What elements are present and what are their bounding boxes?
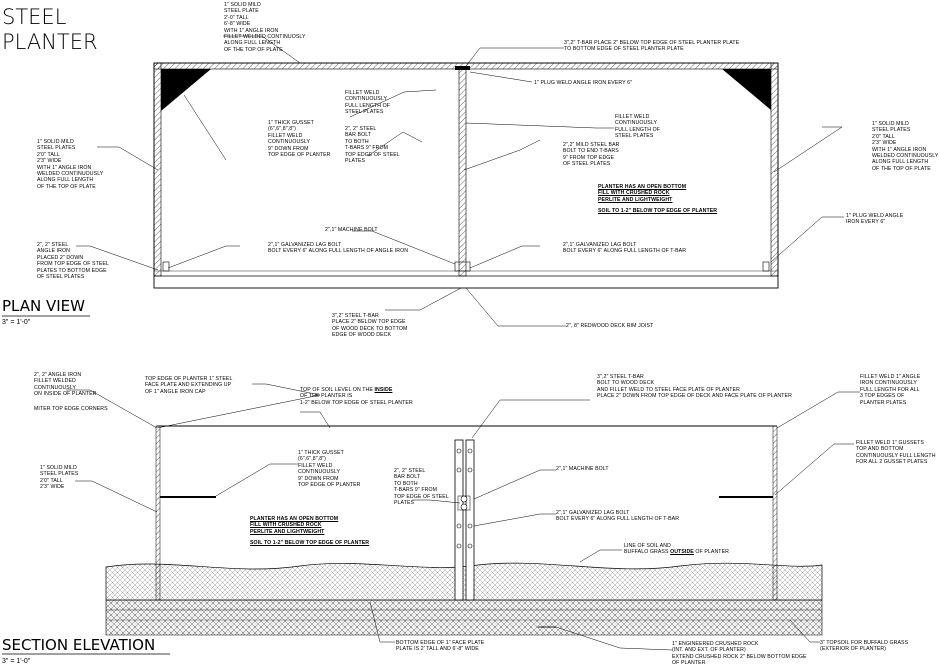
- section-note-soil-line-c: OF PLANTER: [693, 549, 729, 556]
- plan-note-open-bottom: PLANTER HAS AN OPEN BOTTOM FILL WITH CRUSHED ROCK PERLITE AND LIGHTWEIGHT: [598, 184, 687, 203]
- plan-note-bar-bolt: 2", 2" STEEL BAR BOLT TO BOTH T-BARS 9" FROM TOP EDGE OF STEEL PLATES: [345, 126, 400, 165]
- plan-note-fillet-right: FILLET WELD CONTINUOUSLY FULL LENGTH OF STEEL PLATES: [615, 114, 661, 140]
- section-left-plate: [156, 426, 160, 600]
- plan-note-plug-weld-right: 1" PLUG WELD ANGLE IRON EVERY 6": [846, 213, 904, 226]
- plan-view-drawing: [2, 36, 844, 326]
- plan-note-rim-joist: 2", 8" REDWOOD DECK RIM JOIST: [566, 323, 654, 329]
- plan-note-top-plate: 1" SOLID MILD STEEL PLATE 2'-0" TALL 6'-8" WIDE WITH 1" ANGLE IRON FILLET WELDED CONTINUOSLY ALONG FULL LENGTH OF THE TOP OF PLATE: [224, 2, 306, 53]
- section-note-bottom-edge: BOTTOM EDGE OF 1" FACE PLATE PLATE IS 2' TALL AND 6'-8" WIDE: [396, 640, 485, 653]
- section-note-top-soil: [300, 387, 413, 406]
- section-note-gusset: 1" THICK GUSSET (6",6",8",8") FILLET WELD CONTINUOUSLY 9" DOWN FROM TOP EDGE OF PLANTER: [298, 450, 361, 489]
- section-note-crushed-rock: 1" ENGINEERED CRUSHED ROCK (INT. AND EXT. OF PLANTER) EXTEND CRUSHED ROCK 2" BELOW BOTTOM EDGE OF PLANTER: [672, 641, 807, 667]
- section-note-fillet-angle: FILLET WELD 1" ANGLE IRON CONTINUOUSLY FULL LENGTH FOR ALL 3 TOP EDGES OF PLANTER PLATES: [860, 374, 921, 406]
- section-drawing: [2, 384, 860, 654]
- plan-gusset-right: [722, 69, 771, 110]
- plan-note-plug-weld: 1" PLUG WELD ANGLE IRON EVERY 6": [534, 80, 633, 86]
- crushed-rock-band: [106, 600, 822, 635]
- plan-gusset-left: [161, 69, 211, 111]
- section-tbar-right: [466, 440, 474, 600]
- plan-note-lag-bolt-right: 2",1" GALVANIZED LAG BOLT BOLT EVERY 6" ALONG FULL LENGTH OF T-BAR: [563, 242, 687, 255]
- plan-note-right-plates: 1" SOLID MILD STEEL PLATES 2'0" TALL 2'3" WIDE WITH 1" ANGLE IRON WELDED CONTINUOUSLY ALONG FULL LENGTH OF THE TOP OF PLATE: [872, 121, 939, 172]
- section-note-top-soil-a: TOP OF SOIL LEVEL ON THE: [300, 387, 375, 393]
- drawing-title-line1: STEEL: [2, 5, 67, 29]
- plan-wall-right: [771, 63, 778, 276]
- section-note-fillet-gusset: FILLET WELD 1" GUSSETS TOP AND BOTTOM CONTINUOUSLY FULL LENGTH FOR ALL 2 GUSSET PLATES: [856, 440, 936, 466]
- section-note-angle-iron: 2", 2" ANGLE IRON FILLET WELDED CONTINUOUSLY ON INSIDE OF PLANTER: [34, 372, 97, 398]
- plan-note-mild-bar: 2",2" MILD STEEL BAR BOLT TO END T-BARS 9" FROM TOP EDGE OF STEEL PLATES: [563, 142, 620, 168]
- plan-view-heading: PLAN VIEW: [2, 297, 85, 315]
- section-note-lag-bolt: 2",1" GALVANIZED LAG BOLT BOLT EVERY 6" ALONG FULL LENGTH OF T-BAR: [556, 510, 680, 523]
- section-note-topsoil: 3" TOPSOIL FOR BUFFALO GRASS (EXTERIOR OF PLANTER): [820, 640, 909, 653]
- drawing-title-line2: PLANTER: [2, 30, 98, 54]
- section-tbar-left: [455, 440, 463, 600]
- section-note-soil-line: [624, 543, 729, 556]
- section-right-plate: [773, 426, 777, 600]
- plan-note-fillet-center: FILLET WELD CONTINUOUSLY FULL LENGTH OF STEEL PLATES: [345, 90, 391, 116]
- section-note-top-soil-b: INSIDE: [374, 387, 393, 393]
- section-note-soil-line-a: LINE OF SOIL AND BUFFALO GRASS: [624, 543, 671, 556]
- section-note-top-edge: TOP EDGE OF PLANTER 1" STEEL FACE PLATE AND EXTENDING UP OF 1" ANGLE IRON CAP: [145, 376, 233, 395]
- section-heading: SECTION ELEVATION: [2, 636, 156, 654]
- section-note-miter: MITER TOP EDGE CORNERS: [34, 406, 108, 412]
- section-note-left-plates: 1" SOLID MILD STEEL PLATES 2'0" TALL 2'3" WIDE: [40, 465, 79, 491]
- plan-note-tbar-bottom: 3",2" STEEL T-BAR PLACE 2" BELOW TOP EDGE OF WOOD DECK TO BOTTOM EDGE OF WOOD DECK: [332, 313, 408, 339]
- plan-note-left-plates: 1" SOLID MILD STEEL PLATES 2'0" TALL 2'3" WIDE WITH 1" ANGLE IRON WELDED CONTINUOUSLY ALONG FULL LENGTH OF THE TOP OF PLATE: [37, 139, 104, 190]
- plan-note-lag-bolt-left: 2",1" GALVANIZED LAG BOLT BOLT EVERY 6" ALONG FULL LENGTH OF ANGLE IRON: [268, 242, 409, 255]
- plan-note-gusset: 1" THICK GUSSET (6",6",8",8") FILLET WELD CONTINUOUSLY 9" DOWN FROM TOP EDGE OF PLANTER: [268, 120, 331, 159]
- section-note-soil-to: SOIL TO 1-2" BELOW TOP EDGE OF PLANTER: [250, 540, 370, 546]
- plan-wall-center: [459, 69, 466, 276]
- section-note-bar-bolt: 2", 2" STEEL BAR BOLT TO BOTH T-BARS 9" FROM TOP EDGE OF STEEL PLATES: [394, 468, 449, 507]
- section-note-machine-bolt: 2",1" MACHINE BOLT: [556, 466, 609, 472]
- plan-note-tbar-top: 3",2" T-BAR PLACE 2" BELOW TOP EDGE OF STEEL PLANTER PLATE TO BOTTOM EDGE OF STEEL PLANTER PLATE: [564, 40, 740, 53]
- section-note-top-soil-c: OF THE PLANTER IS 1-2" BELOW TOP EDGE OF STEEL PLANTER: [300, 393, 413, 406]
- section-scale: 3" = 1'-0": [2, 658, 31, 665]
- plan-note-soil-to: SOIL TO 1-2" BELOW TOP EDGE OF PLANTER: [598, 208, 718, 214]
- topsoil-band: [106, 563, 822, 600]
- plan-note-angle-iron: 2", 2" STEEL ANGLE IRON PLACED 2" DOWN FROM TOP EDGE OF STEEL PLATES TO BOTTOM EDGE OF STEEL PLATES: [37, 242, 109, 281]
- section-note-soil-line-b: OUTSIDE: [670, 549, 694, 556]
- section-note-tbar: 3",2" STEEL T-BAR BOLT TO WOOD DECK AND FILLET WELD TO STEEL FACE PLATE OF PLANTER PLACE 2" DOWN FROM TOP EDGE OF DECK AND FACE PLATE OF PLANTER: [597, 374, 792, 400]
- plan-view-scale: 3" = 1'-0": [2, 319, 31, 326]
- section-note-open-bottom: PLANTER HAS AN OPEN BOTTOM FILL WITH CRUSHED ROCK PERLITE AND LIGHTWEIGHT: [250, 516, 339, 535]
- plan-note-machine-bolt: 2",1" MACHINE BOLT: [325, 227, 378, 233]
